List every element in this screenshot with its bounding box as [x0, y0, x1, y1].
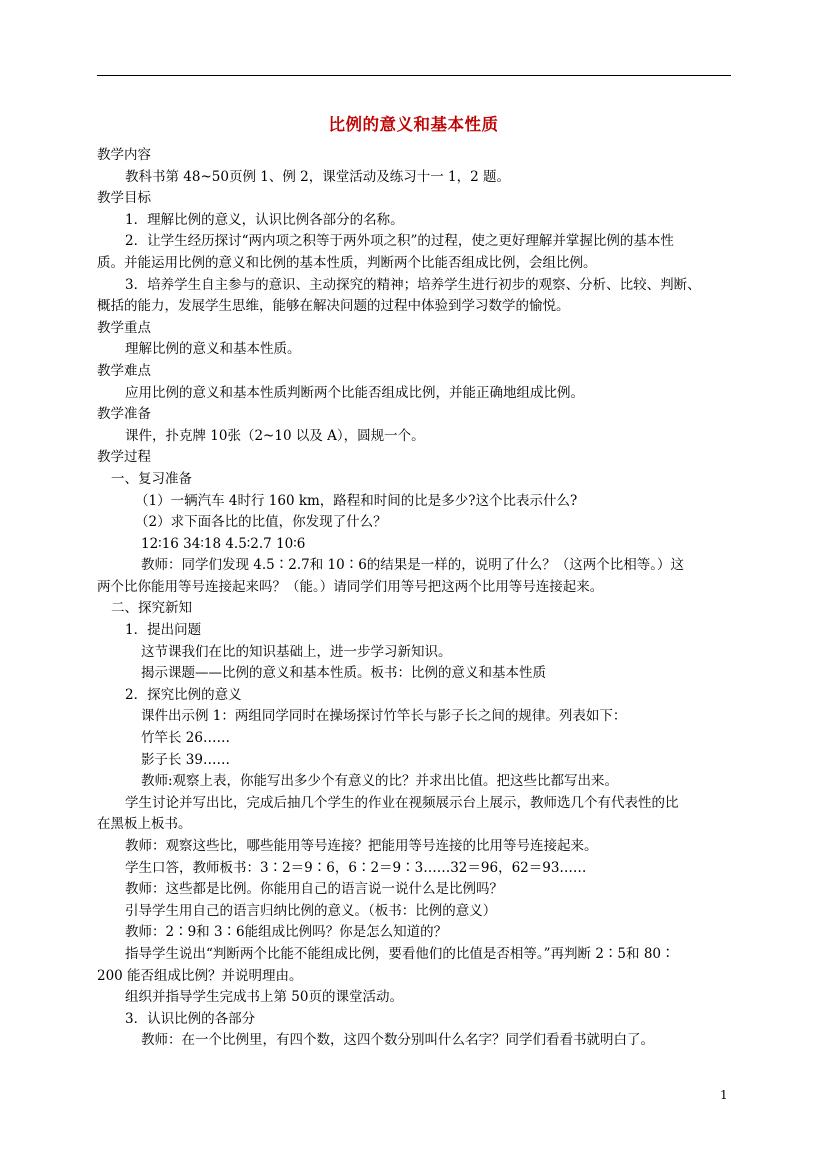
text-line: 教学目标	[97, 190, 151, 207]
header-rule	[97, 75, 731, 76]
text-line: 2．探究比例的意义	[125, 686, 242, 703]
text-line: 12∶16 34∶18 4.5∶2.7 10∶6	[141, 535, 306, 552]
text-line: 教师：观察这些比，哪些能用等号连接？把能用等号连接的比用等号连接起来。	[125, 838, 598, 854]
text-line: 教科书第 48~50页例 1、例 2，课堂活动及练习十一 1，2 题。	[125, 168, 510, 185]
text-line: 教师：在一个比例里，有四个数，这四个数分别叫什么名字？同学们看看书就明白了。	[141, 1032, 654, 1049]
text-line: 教学内容	[97, 147, 151, 163]
text-line: 教师：2∶9和 3∶6能组成比例吗？你是怎么知道的？	[125, 924, 448, 941]
text-line: 影子长 39……	[141, 751, 230, 768]
text-line: 这节课我们在比的知识基础上，进一步学习新知识。	[141, 643, 452, 660]
text-line: 两个比你能用等号连接起来吗？（能。）请同学们用等号把这两个比用等号连接起来。	[97, 578, 604, 595]
text-line: （1）一辆汽车 4时行 160 km，路程和时间的比是多少?这个比表示什么?	[135, 492, 578, 509]
text-line: 课件出示例 1：两组同学同时在操场探讨竹竿长与影子长之间的规律。列表如下：	[141, 708, 627, 725]
page-number: 1	[720, 1088, 728, 1102]
text-line: 教学重点	[97, 319, 151, 336]
text-line: 应用比例的意义和基本性质判断两个比能否组成比例，并能正确地组成比例。	[125, 384, 584, 401]
text-line: 3．培养学生自主参与的意识、主动探究的精神；培养学生进行初步的观察、分析、比较、判断、	[125, 276, 701, 293]
text-line: 3．认识比例的各部分	[125, 1010, 256, 1027]
text-line: 理解比例的意义和基本性质。	[125, 341, 301, 358]
text-line: 质。并能运用比例的意义和比例的基本性质，判断两个比能否组成比例，会组比例。	[97, 254, 597, 271]
text-line: 200 能否组成比例？并说明理由。	[97, 967, 303, 984]
text-line: 二、探究新知	[111, 600, 192, 617]
page-title: 比例的意义和基本性质	[328, 115, 499, 134]
text-line: 1．提出问题	[125, 622, 202, 639]
text-line: 竹竿长 26……	[141, 730, 230, 747]
text-line: （2）求下面各比的比值，你发现了什么？	[135, 514, 387, 531]
text-line: 教学准备	[97, 406, 151, 423]
text-line: 1．理解比例的意义，认识比例各部分的名称。	[125, 211, 404, 228]
text-line: 教师:观察上表，你能写出多少个有意义的比？并求出比值。把这些比都写出来。	[141, 773, 619, 790]
text-line: 2．让学生经历探讨“两内项之积等于两外项之积”的过程，使之更好理解并掌握比例的基本性	[125, 233, 674, 250]
text-line: 在黑板上板书。	[97, 816, 192, 833]
text-line: 学生口答，教师板书：3∶2＝9∶6，6∶2＝9∶3……32＝96，62＝93……	[125, 859, 587, 876]
document-body	[97, 145, 733, 1052]
text-line: 教师：同学们发现 4.5∶2.7和 10∶6的结果是一样的，说明了什么？（这两个比相等。）这	[141, 557, 685, 574]
text-line: 教师：这些都是比例。你能用自己的语言说一说什么是比例吗？	[125, 881, 503, 898]
text-line: 学生讨论并写出比，完成后抽几个学生的作业在视频展示台上展示，教师选几个有代表性的比	[125, 794, 679, 811]
text-line: 概括的能力，发展学生思维，能够在解决问题的过程中体验到学习数学的愉悦。	[97, 298, 570, 315]
text-line: 揭示课题——比例的意义和基本性质。板书：比例的意义和基本性质	[141, 665, 546, 682]
text-line: 教学难点	[97, 362, 151, 379]
text-line: 一、复习准备	[111, 470, 192, 487]
text-line: 课件，扑克牌 10张（2~10 以及 A），圆规一个。	[125, 427, 425, 444]
text-line: 教学过程	[97, 449, 151, 466]
text-line: 引导学生用自己的语言归纳比例的意义。（板书：比例的意义）	[125, 902, 497, 919]
text-line: 组织并指导学生完成书上第 50页的课堂活动。	[125, 989, 403, 1006]
text-line: 指导学生说出“判断两个比能不能组成比例，要看他们的比值是否相等。”再判断 2∶5和 80∶	[125, 945, 675, 962]
